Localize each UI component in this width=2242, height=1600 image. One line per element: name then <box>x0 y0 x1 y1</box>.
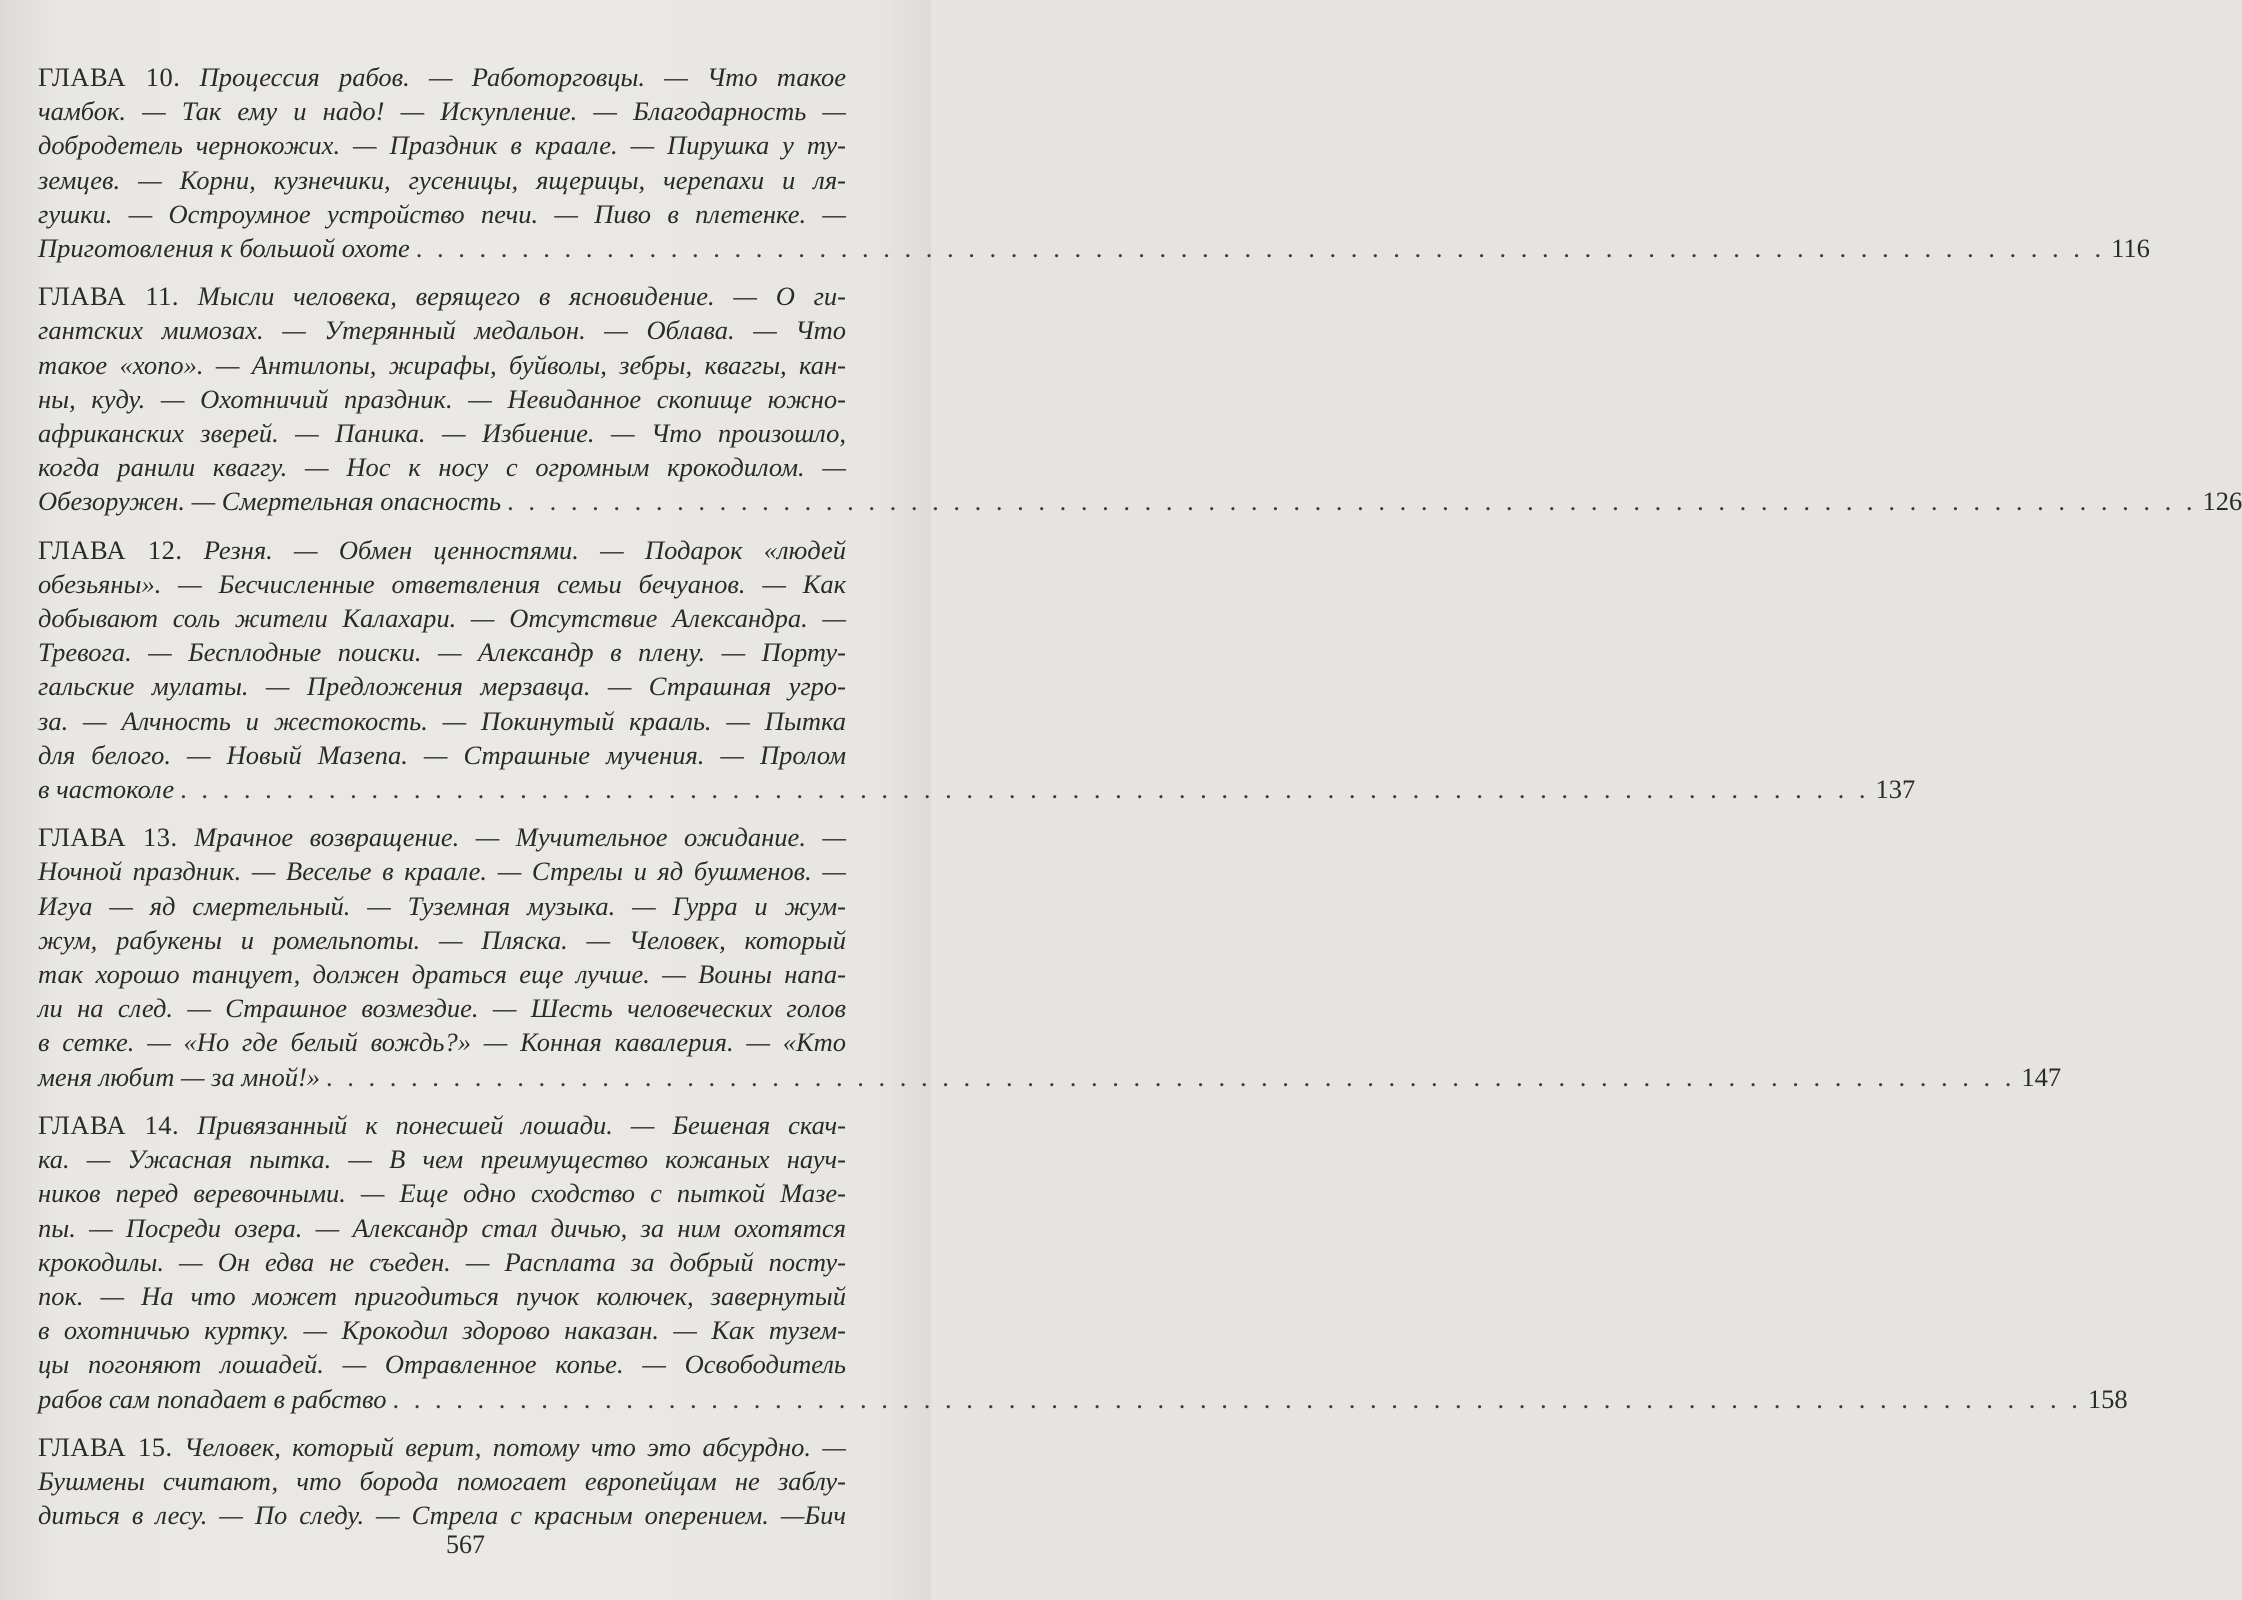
toc-entry-last-line <box>38 484 2242 518</box>
chapter-label: ГЛАВА 13. <box>38 822 178 853</box>
chapter-summary-line: в охотничью куртку. — Крокодил здорово наказан. — Как тузем- <box>38 1315 846 1346</box>
chapter-summary-line: ка. — Ужасная пытка. — В чем преимущество кожаных науч- <box>38 1144 846 1175</box>
chapter-summary-line: гантских мимозах. — Утерянный медальон. — Облава. — Что <box>38 315 846 346</box>
chapter-summary-line: обезьяны». — Бесчисленные ответвления семьи бечуанов. — Как <box>38 568 846 599</box>
toc-entry-last-line <box>38 1060 2062 1094</box>
chapter-summary-line: крокодилы. — Он едва не съеден. — Расплата за добрый посту- <box>38 1246 846 1277</box>
chapter-summary-last-text: Приготовления к большой охоте <box>38 233 410 264</box>
toc-entry <box>38 1108 2128 1416</box>
chapter-summary-line: ли на след. — Страшное возмездие. — Шесть человеческих голов <box>38 993 846 1024</box>
toc-entry-first-line <box>38 1108 846 1142</box>
toc-entry-first-line <box>38 60 846 94</box>
chapter-summary-line: ны, куду. — Охотничий праздник. — Невиданное скопище южно- <box>38 383 846 414</box>
leader-dots: . . . . . . . . . . . . . . . . . . . . . . . . . . . . . . . . . . . . . . . . . . . . . . . . . . . . . . . . . . . . . . . . . . . . . . . . . . . . . . . . <box>507 486 2197 517</box>
chapter-summary-line: гушки. — Остроумное устройство печи. — Пиво в плетенке. — <box>38 198 846 229</box>
chapter-label: ГЛАВА 15. <box>38 1431 173 1462</box>
chapter-summary-line: добывают соль жители Калахари. — Отсутствие Александра. — <box>38 603 846 634</box>
toc-entry <box>38 60 2150 265</box>
toc-entry-last-line <box>38 1382 2128 1416</box>
toc-page-number: 137 <box>1875 774 1916 805</box>
toc-entry <box>38 279 2242 518</box>
toc-page-number: 147 <box>2021 1061 2062 1092</box>
chapter-summary-line: такое «хопо». — Антилопы, жирафы, буйволы, зебры, кваггы, кан- <box>38 349 846 380</box>
chapter-summary-line: для белого. — Новый Мазепа. — Страшные мучения. — Пролом <box>38 739 846 770</box>
chapter-summary-text: Человек, который верит, потому что это абсурдно. — <box>184 1431 846 1462</box>
chapter-summary-last-text: меня любит — за мной!» <box>38 1061 321 1092</box>
chapter-summary-line: гальские мулаты. — Предложения мерзавца. — Страшная угро- <box>38 671 846 702</box>
toc-page-number: 126 <box>2202 486 2242 517</box>
chapter-summary-text: Мысли человека, верящего в ясновидение. — О ги- <box>197 281 846 312</box>
chapter-label: ГЛАВА 14. <box>38 1109 180 1140</box>
chapter-summary-line: Бушмены считают, что борода помогает европейцам не заблу- <box>38 1465 846 1496</box>
leader-dots: . . . . . . . . . . . . . . . . . . . . . . . . . . . . . . . . . . . . . . . . . . . . . . . . . . . . . . . . . . . . . . . . . . . . . . . . . . . . . . . . <box>415 233 2106 264</box>
chapter-summary-line: добродетель чернокожих. — Праздник в краале. — Пирушка у ту- <box>38 130 846 161</box>
chapter-summary-line: жум, рабукены и ромельпоты. — Пляска. — Человек, который <box>38 924 846 955</box>
chapter-summary-line: когда ранили кваггу. — Нос к носу с огромным крокодилом. — <box>38 452 846 483</box>
chapter-summary-text: Резня. — Обмен ценностями. — Подарок «людей <box>203 534 846 565</box>
chapter-label: ГЛАВА 12. <box>38 534 183 565</box>
chapter-summary-line: за. — Алчность и жестокость. — Покинутый крааль. — Пытка <box>38 705 846 736</box>
chapter-summary-line: африканских зверей. — Паника. — Избиение. — Что произошло, <box>38 418 846 449</box>
leader-dots: . . . . . . . . . . . . . . . . . . . . . . . . . . . . . . . . . . . . . . . . . . . . . . . . . . . . . . . . . . . . . . . . . . . . . . . . . . . . . . . . <box>326 1061 2016 1092</box>
chapter-summary-line: в сетке. — «Но где белый вождь?» — Конная кавалерия. — «Кто <box>38 1027 846 1058</box>
chapter-summary-text: Привязанный к понесшей лошади. — Бешеная скач- <box>197 1109 847 1140</box>
chapter-summary-text: Процессия рабов. — Работорговцы. — Что такое <box>199 62 847 92</box>
chapter-label: ГЛАВА 11. <box>38 281 179 312</box>
chapter-summary-line: Тревога. — Бесплодные поиски. — Александр в плену. — Порту- <box>38 637 846 668</box>
chapter-summary-line: земцев. — Корни, кузнечики, гусеницы, ящерицы, черепахи и ля- <box>38 164 846 195</box>
toc-entry-first-line <box>38 279 846 313</box>
leader-dots: . . . . . . . . . . . . . . . . . . . . . . . . . . . . . . . . . . . . . . . . . . . . . . . . . . . . . . . . . . . . . . . . . . . . . . . . . . . . . . . . <box>180 774 1870 805</box>
toc-entry-last-line <box>38 231 2150 265</box>
chapter-summary-line: ников перед веревочными. — Еще одно сходство с пыткой Мазе- <box>38 1178 846 1209</box>
table-of-contents <box>38 60 2242 1546</box>
chapter-label: ГЛАВА 10. <box>38 62 181 92</box>
toc-entry <box>38 533 1916 807</box>
page-number: 567 <box>446 1530 485 1559</box>
toc-page-number: 158 <box>2087 1383 2128 1414</box>
toc-page-number: 116 <box>2111 233 2150 264</box>
chapter-summary-line: пы. — Посреди озера. — Александр стал дичью, за ним охотятся <box>38 1212 846 1243</box>
toc-entry-first-line <box>38 1430 846 1464</box>
chapter-summary-line: Игуа — яд смертельный. — Туземная музыка. — Гурра и жум- <box>38 890 846 921</box>
leader-dots: . . . . . . . . . . . . . . . . . . . . . . . . . . . . . . . . . . . . . . . . . . . . . . . . . . . . . . . . . . . . . . . . . . . . . . . . . . . . . . . . <box>392 1383 2082 1414</box>
chapter-summary-last-text: рабов сам попадает в рабство <box>38 1383 387 1414</box>
toc-entry-first-line <box>38 533 846 567</box>
chapter-summary-text: Мрачное возвращение. — Мучительное ожидание. — <box>194 822 846 853</box>
chapter-summary-line: так хорошо танцует, должен драться еще лучше. — Воины напа- <box>38 959 846 990</box>
toc-entry-last-line <box>38 772 1916 806</box>
chapter-summary-line: чамбок. — Так ему и надо! — Искупление. — Благодарность — <box>38 96 846 127</box>
chapter-summary-last-text: Обезоружен. — Смертельная опасность <box>38 486 502 517</box>
chapter-summary-last-text: в частоколе <box>38 774 175 805</box>
toc-entry <box>38 1430 846 1533</box>
toc-entry-first-line <box>38 820 846 854</box>
toc-entry <box>38 820 2062 1094</box>
chapter-summary-line: цы погоняют лошадей. — Отравленное копье. — Освободитель <box>38 1349 846 1380</box>
chapter-summary-line: Ночной праздник. — Веселье в краале. — Стрелы и яд бушменов. — <box>38 856 846 887</box>
chapter-summary-line: пок. — На что может пригодиться пучок колючек, завернутый <box>38 1280 846 1311</box>
chapter-summary-line: диться в лесу. — По следу. — Стрела с красным оперением. —Бич <box>38 1500 846 1531</box>
